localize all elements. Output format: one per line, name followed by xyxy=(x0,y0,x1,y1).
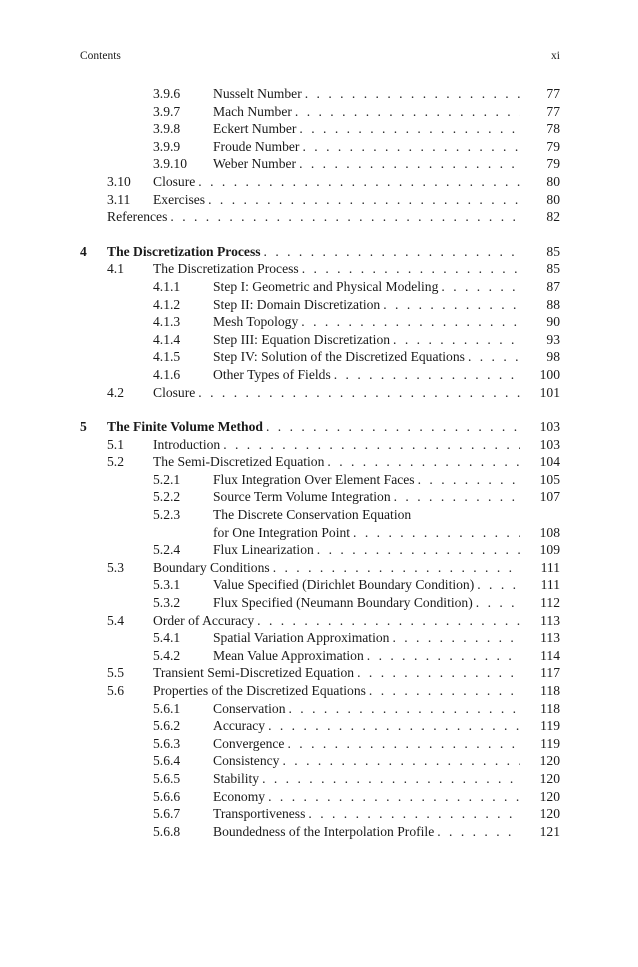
toc-entry-page: 111 xyxy=(540,559,560,575)
dot-leader xyxy=(195,384,520,402)
toc-entry-number: 3.9.9 xyxy=(153,138,181,154)
toc-entry-page: 120 xyxy=(539,806,560,822)
toc-entry-number: 5.2.2 xyxy=(153,489,181,505)
toc-entry-title-wrap xyxy=(213,594,520,612)
toc-entry-title: References xyxy=(107,209,168,225)
toc-entry-title-wrap xyxy=(153,173,520,191)
toc-entry-page: 118 xyxy=(540,700,560,716)
toc-entry-number: 5.6.5 xyxy=(153,770,181,786)
toc-entry[interactable] xyxy=(80,348,560,366)
toc-entry[interactable] xyxy=(80,805,560,823)
toc-entry-page: 120 xyxy=(539,753,560,769)
toc-entry-title: Mach Number xyxy=(213,103,292,119)
dot-leader xyxy=(473,594,520,612)
dot-leader xyxy=(390,331,520,349)
toc-entry-number: 5.6 xyxy=(107,683,124,698)
running-header-title: Contents xyxy=(80,50,121,62)
toc-entry-title: Step I: Geometric and Physical Modeling xyxy=(213,278,439,294)
toc-entry-page: 100 xyxy=(539,366,560,382)
toc-entry-title-wrap xyxy=(153,453,520,471)
toc-entry-number: 4.1.5 xyxy=(153,349,181,365)
toc-entry-page: 98 xyxy=(546,349,560,365)
toc-entry-title: Transportiveness xyxy=(213,806,306,822)
toc-entry-number: 4.2 xyxy=(107,384,124,400)
dot-leader xyxy=(298,313,520,331)
toc-entry[interactable] xyxy=(80,559,560,577)
toc-entry[interactable] xyxy=(80,700,560,718)
toc-entry[interactable] xyxy=(80,260,560,278)
dot-leader xyxy=(438,278,520,296)
toc-entry-title-wrap xyxy=(213,506,520,524)
toc-entry-number: 4.1.6 xyxy=(153,366,181,382)
toc-entry-number: 5.6.8 xyxy=(153,823,181,839)
toc-entry[interactable] xyxy=(80,453,560,471)
toc-entry-title: The Discretization Process xyxy=(107,243,261,259)
toc-entry[interactable] xyxy=(80,471,560,489)
dot-leader xyxy=(284,735,520,753)
toc-entry-title-wrap xyxy=(213,647,520,665)
toc-entry-page: 119 xyxy=(540,718,560,734)
toc-entry-title-wrap xyxy=(213,576,520,594)
toc-entry-page: 118 xyxy=(540,683,560,698)
toc-entry-page: 111 xyxy=(540,577,560,593)
toc-entry-title: Exercises xyxy=(153,191,206,207)
dot-leader xyxy=(259,770,520,788)
toc-entry-page: 121 xyxy=(539,823,560,839)
toc-entry[interactable] xyxy=(80,541,560,559)
toc-entry[interactable] xyxy=(80,191,560,209)
dot-leader xyxy=(167,208,520,226)
toc-entry-number: 3.9.7 xyxy=(153,103,181,119)
toc-entry-number: 5.6.7 xyxy=(153,806,181,822)
toc-entry-number: 3.9.6 xyxy=(153,86,181,101)
toc-entry-page: 120 xyxy=(539,788,560,804)
toc-entry-page: 108 xyxy=(539,524,560,540)
toc-entry[interactable] xyxy=(80,173,560,191)
toc-entry-title-wrap xyxy=(213,296,520,314)
toc-entry-title-wrap xyxy=(213,313,520,331)
toc-entry-title: Flux Specified (Neumann Boundary Condition) xyxy=(213,595,473,611)
toc-entry-number: 4.1.4 xyxy=(153,331,181,347)
toc-entry[interactable] xyxy=(80,278,560,296)
dot-leader xyxy=(391,488,520,506)
dot-leader xyxy=(465,348,520,366)
toc-entry[interactable] xyxy=(80,85,560,103)
dot-leader xyxy=(265,717,520,735)
toc-entry-number: 5.4.1 xyxy=(153,630,181,646)
toc-entry-number: 5.2.3 xyxy=(153,507,181,523)
toc-entry-title: The Finite Volume Method xyxy=(107,419,263,435)
dot-leader xyxy=(415,471,520,489)
toc-entry[interactable] xyxy=(80,647,560,665)
toc-entry-page: 107 xyxy=(539,489,560,505)
toc-entry[interactable] xyxy=(80,594,560,612)
toc-entry-page: 87 xyxy=(546,278,560,294)
toc-entry-page: 119 xyxy=(540,735,560,751)
dot-leader xyxy=(364,647,520,665)
dot-leader xyxy=(265,788,520,806)
toc-entry-number: 3.9.10 xyxy=(153,156,187,172)
toc-entry[interactable] xyxy=(80,770,560,788)
toc-entry[interactable] xyxy=(80,331,560,349)
toc-entry[interactable] xyxy=(80,138,560,156)
toc-entry[interactable] xyxy=(80,735,560,753)
toc-entry-title-wrap xyxy=(213,155,520,173)
dot-leader xyxy=(434,823,520,841)
dot-leader xyxy=(263,418,520,436)
toc-chapter-entry[interactable] xyxy=(80,418,560,436)
toc-entry-page: 113 xyxy=(540,630,560,646)
toc-entry-title-wrap xyxy=(213,735,520,753)
toc-entry-title: Nusselt Number xyxy=(213,86,302,101)
toc-entry-number: 3.9.8 xyxy=(153,121,181,137)
toc-entry-page: 101 xyxy=(539,384,560,400)
toc-entry[interactable] xyxy=(80,682,560,700)
toc-entry-title: Other Types of Fields xyxy=(213,366,331,382)
toc-entry-title-wrap xyxy=(213,770,520,788)
toc-entry-page: 79 xyxy=(546,156,560,172)
toc-entry-title-wrap xyxy=(153,260,520,278)
dot-leader xyxy=(380,296,520,314)
toc-entry-page: 85 xyxy=(546,243,560,259)
dot-leader xyxy=(354,664,520,682)
dot-leader xyxy=(299,138,520,156)
page-number: xi xyxy=(551,50,560,62)
toc-entry[interactable] xyxy=(80,155,560,173)
toc-entry-title-wrap xyxy=(107,208,520,226)
toc-entry-title-wrap xyxy=(153,436,520,454)
toc-entry-page: 77 xyxy=(546,103,560,119)
toc-entry-title-wrap xyxy=(213,717,520,735)
dot-leader xyxy=(292,103,520,121)
toc-entry-page: 105 xyxy=(539,471,560,487)
toc-entry-title: Flux Integration Over Element Faces xyxy=(213,471,415,487)
toc-entry-title-wrap xyxy=(213,120,520,138)
toc-entry-title: Flux Linearization xyxy=(213,542,314,558)
toc-entry-page: 117 xyxy=(540,665,560,681)
toc-entry-page: 103 xyxy=(539,419,560,435)
toc-entry-title: Introduction xyxy=(153,436,221,452)
dot-leader xyxy=(299,260,520,278)
toc-entry-title: Value Specified (Dirichlet Boundary Condition) xyxy=(213,577,475,593)
toc-entry-page: 113 xyxy=(540,612,560,628)
toc-entry-title: The Semi-Discretized Equation xyxy=(153,454,325,470)
toc-entry[interactable] xyxy=(80,788,560,806)
toc-entry[interactable] xyxy=(80,664,560,682)
toc-entry-title-wrap xyxy=(213,331,520,349)
toc-entry-page: 112 xyxy=(540,595,560,611)
toc-entry-number: 5.3 xyxy=(107,559,124,575)
toc-entry-number: 4.1.2 xyxy=(153,296,181,312)
toc-entry-number: 4.1 xyxy=(107,261,124,277)
toc-entry-page: 77 xyxy=(546,86,560,101)
toc-entry[interactable] xyxy=(80,384,560,402)
toc-entry-title-wrap xyxy=(153,384,520,402)
toc-entry-title: Step II: Domain Discretization xyxy=(213,296,381,312)
toc-entry-title: Boundedness of the Interpolation Profile xyxy=(213,823,435,839)
dot-leader xyxy=(324,453,520,471)
toc-entry-title-wrap xyxy=(213,823,520,841)
toc-entry[interactable] xyxy=(80,752,560,770)
toc-entry[interactable] xyxy=(80,313,560,331)
toc-entry[interactable] xyxy=(80,576,560,594)
toc-entry-number: 5.6.2 xyxy=(153,718,181,734)
toc-entry-number: 5.6.6 xyxy=(153,788,181,804)
dot-leader xyxy=(302,85,520,103)
toc-entry-page: 80 xyxy=(546,191,560,207)
toc-entry[interactable] xyxy=(80,103,560,121)
toc-entry-title: Closure xyxy=(153,173,196,189)
toc-entry-title-wrap xyxy=(153,191,520,209)
running-header xyxy=(80,50,560,66)
toc-entry-title: Consistency xyxy=(213,753,280,769)
dot-leader xyxy=(314,541,520,559)
toc-entry-title: Stability xyxy=(213,770,260,786)
toc-entry-title: Eckert Number xyxy=(213,121,297,137)
dot-leader xyxy=(195,173,520,191)
dot-leader xyxy=(254,612,520,630)
dot-leader xyxy=(331,366,520,384)
toc-entry-title-wrap xyxy=(213,629,520,647)
toc-entry-title: Step III: Equation Discretization xyxy=(213,331,391,347)
toc-entry-title: Closure xyxy=(153,384,196,400)
toc-entry-title: Spatial Variation Approximation xyxy=(213,630,390,646)
dot-leader xyxy=(270,559,520,577)
toc-entry-title-wrap xyxy=(213,524,520,542)
toc-entry-title: Mean Value Approximation xyxy=(213,647,364,663)
toc-entry-title: Economy xyxy=(213,788,266,804)
toc-entry-title-wrap xyxy=(213,138,520,156)
dot-leader xyxy=(220,436,520,454)
toc-entry-title-wrap xyxy=(213,85,520,103)
toc-entry-number: 5.4 xyxy=(107,612,124,628)
toc-entry-title: Froude Number xyxy=(213,138,300,154)
toc-entry-number: 5.2.1 xyxy=(153,471,181,487)
toc-entry[interactable] xyxy=(80,488,560,506)
toc-entry-number: 5.2 xyxy=(107,454,124,470)
toc-entry-title-wrap xyxy=(213,278,520,296)
toc-entry-page: 93 xyxy=(546,331,560,347)
toc-entry-page: 78 xyxy=(546,121,560,137)
toc-entry-title-wrap xyxy=(213,752,520,770)
toc-entry-page: 82 xyxy=(546,209,560,225)
dot-leader xyxy=(350,524,520,542)
toc-entry[interactable] xyxy=(80,296,560,314)
toc-entry-title: Source Term Volume Integration xyxy=(213,489,391,505)
toc-entry[interactable] xyxy=(80,436,560,454)
toc-entry-title: Boundary Conditions xyxy=(153,559,270,575)
toc-entry-title-wrap xyxy=(213,805,520,823)
toc-entry-page: 114 xyxy=(540,647,560,663)
toc-entry-title: Conservation xyxy=(213,700,286,716)
toc-entry-title: Order of Accuracy xyxy=(153,612,255,628)
toc-entry-title: Step IV: Solution of the Discretized Equations xyxy=(213,349,465,365)
toc-entry-page: 88 xyxy=(546,296,560,312)
toc-entry-page: 104 xyxy=(539,454,560,470)
toc-entry-number: 5.3.2 xyxy=(153,595,181,611)
toc-entry-number: 5.2.4 xyxy=(153,542,181,558)
dot-leader xyxy=(286,700,521,718)
dot-leader xyxy=(261,243,520,261)
toc-entry-title-wrap xyxy=(213,103,520,121)
dot-leader xyxy=(205,191,520,209)
toc-entry-number: 5.5 xyxy=(107,665,124,681)
dot-leader xyxy=(296,155,520,173)
toc-chapter-entry[interactable] xyxy=(80,243,560,261)
toc-entry-title-wrap xyxy=(107,418,520,436)
toc-entry[interactable] xyxy=(80,524,560,542)
toc-entry-title-wrap xyxy=(213,700,520,718)
dot-leader xyxy=(279,752,520,770)
toc-entry-title-wrap xyxy=(213,366,520,384)
toc-entry-title: The Discrete Conservation Equation xyxy=(213,507,412,523)
toc-entry[interactable] xyxy=(80,612,560,630)
toc-entry-title-wrap xyxy=(213,788,520,806)
toc-entry-title-wrap xyxy=(213,348,520,366)
toc-entry-number: 4.1.3 xyxy=(153,314,181,330)
toc-entry-title-wrap xyxy=(153,664,520,682)
dot-leader xyxy=(366,682,520,700)
toc-entry[interactable] xyxy=(80,208,560,226)
dot-leader xyxy=(296,120,520,138)
toc-entry-page: 109 xyxy=(539,542,560,558)
toc-entry-page: 85 xyxy=(546,261,560,277)
table-of-contents xyxy=(80,85,560,840)
toc-entry-title: Accuracy xyxy=(213,718,266,734)
toc-entry-title: Convergence xyxy=(213,735,285,751)
toc-entry-title: Transient Semi-Discretized Equation xyxy=(153,665,355,681)
toc-entry-title: The Discretization Process xyxy=(153,261,299,277)
toc-entry-number: 4.1.1 xyxy=(153,278,181,294)
toc-entry-title-wrap xyxy=(107,243,520,261)
toc-entry-number: 3.10 xyxy=(107,173,131,189)
toc-entry-title-wrap xyxy=(213,541,520,559)
toc-entry[interactable] xyxy=(80,823,560,841)
toc-entry-number: 5.6.4 xyxy=(153,753,181,769)
toc-entry[interactable] xyxy=(80,629,560,647)
toc-entry-number: 4 xyxy=(80,243,87,259)
toc-entry-page: 90 xyxy=(546,314,560,330)
dot-leader xyxy=(389,629,520,647)
toc-entry-page: 120 xyxy=(539,770,560,786)
toc-entry-title-wrap xyxy=(153,682,520,700)
toc-entry-page: 79 xyxy=(546,138,560,154)
toc-entry-title-wrap xyxy=(153,612,520,630)
toc-entry-number: 5.4.2 xyxy=(153,647,181,663)
toc-entry-title: Properties of the Discretized Equations xyxy=(153,683,366,698)
toc-entry[interactable] xyxy=(80,717,560,735)
toc-entry-page: 80 xyxy=(546,173,560,189)
toc-entry-number: 5.6.3 xyxy=(153,735,181,751)
toc-entry-page: 103 xyxy=(539,436,560,452)
toc-entry[interactable] xyxy=(80,120,560,138)
toc-entry-title: Weber Number xyxy=(213,156,297,172)
toc-entry[interactable] xyxy=(80,506,560,524)
toc-entry-number: 3.11 xyxy=(107,191,131,207)
toc-entry-title-wrap xyxy=(213,471,520,489)
toc-entry-title-wrap xyxy=(213,488,520,506)
toc-entry-number: 5.1 xyxy=(107,436,124,452)
toc-entry-number: 5 xyxy=(80,419,87,435)
dot-leader xyxy=(474,576,520,594)
toc-entry-number: 5.3.1 xyxy=(153,577,181,593)
toc-entry[interactable] xyxy=(80,366,560,384)
toc-entry-number: 5.6.1 xyxy=(153,700,181,716)
toc-entry-title: for One Integration Point xyxy=(213,524,351,540)
toc-entry-title-wrap xyxy=(153,559,520,577)
toc-entry-title: Mesh Topology xyxy=(213,314,299,330)
dot-leader xyxy=(305,805,520,823)
